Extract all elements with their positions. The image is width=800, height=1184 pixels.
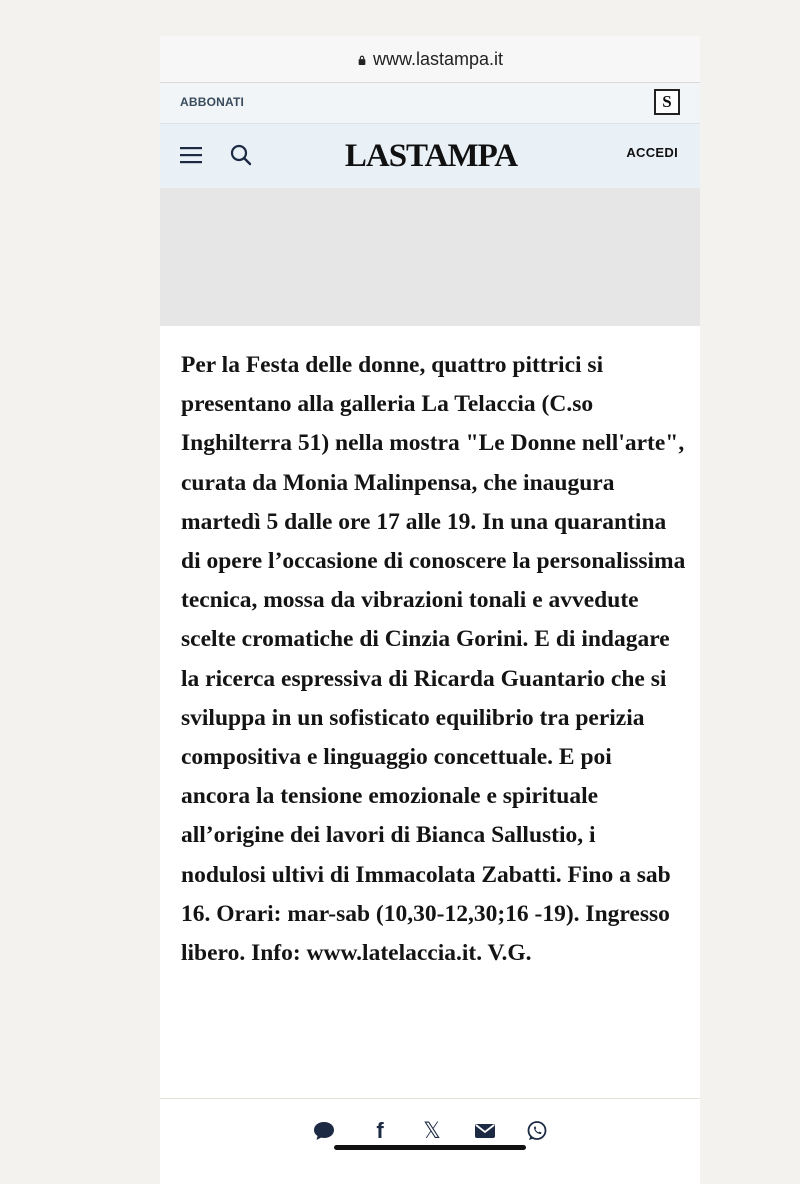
site-logo[interactable]: LASTAMPA (344, 138, 518, 174)
facebook-icon[interactable]: f (376, 1118, 384, 1143)
menu-icon[interactable] (180, 146, 202, 164)
url-text: www.lastampa.it (372, 48, 504, 69)
x-icon[interactable]: 𝕏 (423, 1118, 441, 1144)
browser-address-bar[interactable] (160, 36, 700, 83)
whatsapp-icon[interactable] (525, 1119, 549, 1143)
home-indicator[interactable] (334, 1145, 526, 1150)
site-header (160, 124, 700, 188)
login-link[interactable]: ACCEDI (626, 145, 678, 160)
search-icon[interactable] (230, 144, 252, 166)
email-icon[interactable] (473, 1119, 497, 1143)
subscribe-link[interactable]: ABBONATI (180, 95, 245, 109)
ad-placeholder (160, 188, 700, 326)
comment-icon[interactable] (312, 1119, 336, 1143)
s-logo-icon[interactable]: S (654, 89, 680, 115)
subscribe-bar (160, 83, 700, 124)
lock-icon (357, 55, 367, 65)
article-body: Per la Festa delle donne, quattro pittrici si presentano alla galleria La Telaccia (C.so Inghilterra 51) nella mostra "Le Donne nell'arte", curata da Monia Malinpensa, che inaugura martedì 5 dalle ore 17 alle 19. In una quarantina di opere l’occasione di conoscere la personalissima tecnica, mossa da vibrazioni tonali e avvedute scelte cromatiche di Cinzia Gorini. E di indagare la ricerca espressiva di Ricarda Guantario che si sviluppa in un sofisticato equilibrio tra perizia compositiva e linguaggio concettuale. E poi ancora la tensione emozionale e spirituale all’origine dei lavori di Bianca Sallustio, i nodulosi ultivi di Immacolata Zabatti. Fino a sab 16. Orari: mar-sab (10,30-12,30;16 -19). Ingresso libero. Info: www.latelaccia.it. V.G. (181, 352, 686, 967)
share-bar (160, 1099, 700, 1184)
